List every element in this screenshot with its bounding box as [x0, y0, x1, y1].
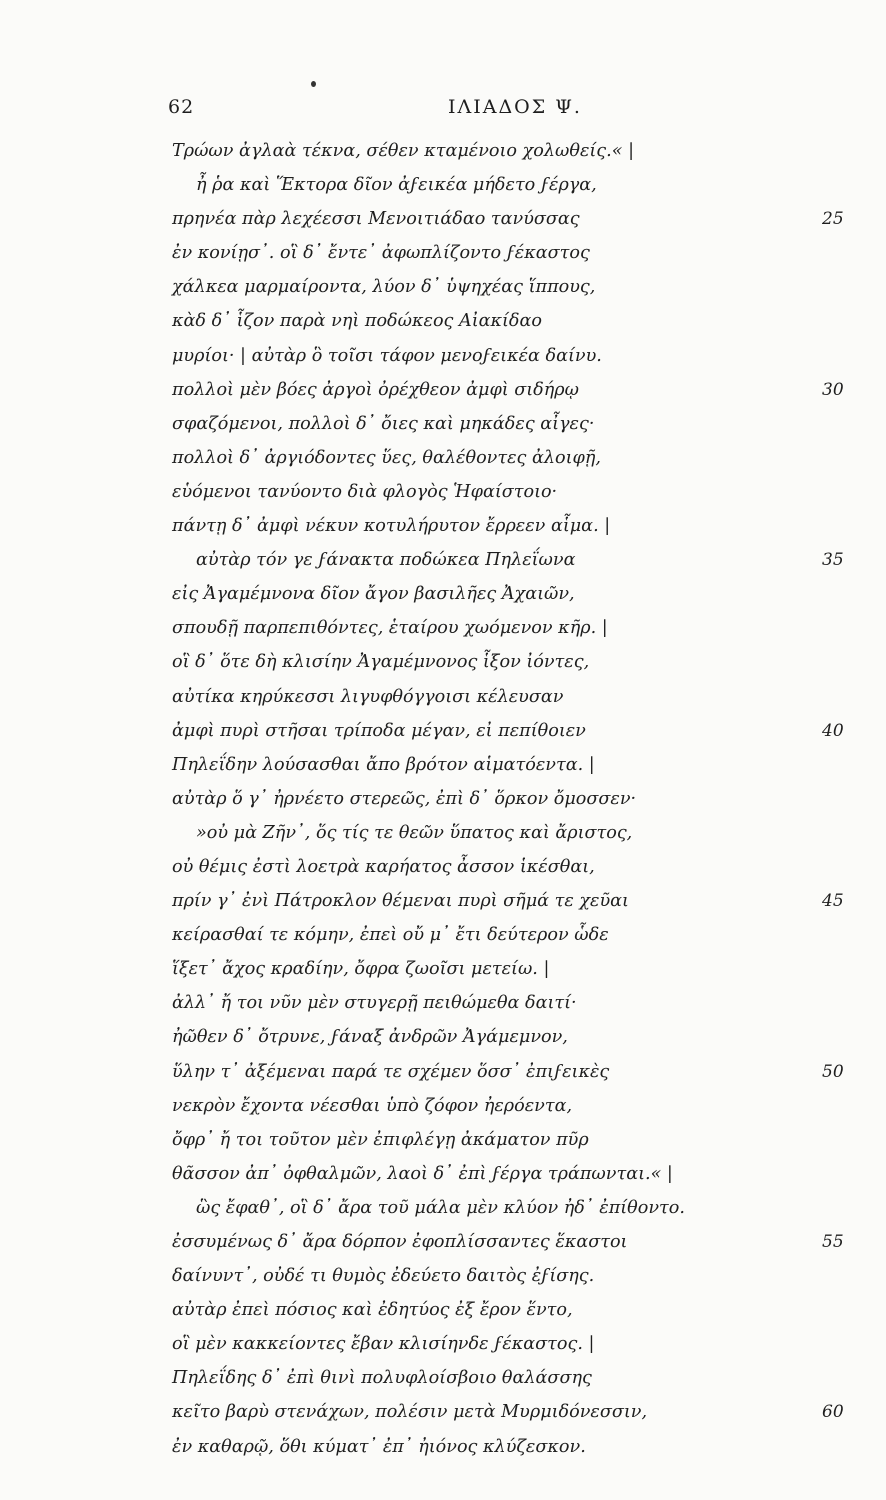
verse-text: αὐτὰρ ἐπεὶ πόσιος καὶ ἐδητύος ἐξ ἔρον ἕντο, [172, 1300, 573, 1321]
verse-text: Πηλεΐδης δ᾽ ἐπὶ θινὶ πολυφλοίσβοιο θαλάσσης [172, 1368, 592, 1389]
verse-line [0, 509, 886, 543]
verse-text: πολλοὶ δ᾽ ἀργιόδοντες ὕες, θαλέθοντες ἀλοιφῇ, [172, 447, 601, 468]
verse-text: σπουδῇ παρπεπιθόντες, ἑταίρου χωόμενον κῆρ. | [172, 618, 608, 639]
verse-text: ἠῶθεν δ᾽ ὄτρυνε, ϝάναξ ἀνδρῶν Ἀγάμεμνον, [172, 1027, 568, 1048]
verse-text: ἀμφὶ πυρὶ στῆσαι τρίποδα μέγαν, εἰ πεπίθοιεν [172, 720, 586, 741]
verse-line [0, 1361, 886, 1395]
verse-text: κὰδ δ᾽ ἷζον παρὰ νηὶ ποδώκεος Αἰακίδαο [172, 311, 542, 332]
verse-text: πρίν γ᾽ ἐνὶ Πάτροκλον θέμεναι πυρὶ σῆμά τε χεῦαι [172, 891, 629, 912]
verse-line [0, 1327, 886, 1361]
verse-line [0, 339, 886, 373]
verse-line [0, 168, 886, 202]
verse-line [0, 748, 886, 782]
verse-text: ἐν κονίῃσ᾽. οἳ δ᾽ ἔντε᾽ ἀφωπλίζοντο ϝέκαστος [172, 243, 590, 264]
verse-line [0, 134, 886, 168]
line-number: 30 [822, 379, 844, 400]
verse-text: δαίνυντ᾽, οὐδέ τι θυμὸς ἐδεύετο δαιτὸς ἐϝίσης. [172, 1266, 595, 1287]
verse-line [0, 1055, 886, 1089]
verse-text: αὐτίκα κηρύκεσσι λιγυφθόγγοισι κέλευσαν [172, 686, 564, 707]
verse-text: θᾶσσον ἀπ᾽ ὀφθαλμῶν, λαοὶ δ᾽ ἐπὶ ϝέργα τράπωνται.« | [172, 1163, 673, 1184]
verse-text: »οὐ μὰ Ζῆν᾽, ὅς τίς τε θεῶν ὕπατος καὶ ἄριστος, [196, 822, 633, 843]
verse-text: αὐτὰρ ὅ γ᾽ ἠρνέετο στερεῶς, ἐπὶ δ᾽ ὅρκον ὄμοσσεν· [172, 788, 637, 809]
verse-line [0, 850, 886, 884]
running-title: ΙΛΙΑΔΟΣ Ψ. [448, 96, 582, 118]
line-number: 55 [822, 1232, 844, 1252]
verse-line [0, 816, 886, 850]
verse-text: οἳ μὲν κακκείοντες ἔβαν κλισίηνδε ϝέκαστος. | [172, 1334, 595, 1355]
line-number: 50 [822, 1061, 844, 1082]
verse-line [0, 577, 886, 611]
verse-block [0, 134, 886, 1464]
verse-line [0, 782, 886, 816]
verse-text: κείρασθαί τε κόμην, ἐπεὶ οὔ μ᾽ ἔτι δεύτερον ὧδε [172, 925, 609, 946]
verse-line [0, 1395, 886, 1429]
verse-line [0, 1157, 886, 1191]
verse-text: ἀλλ᾽ ἤ τοι νῦν μὲν στυγερῇ πειθώμεθα δαιτί· [172, 993, 577, 1014]
verse-line [0, 1225, 886, 1259]
verse-line [0, 645, 886, 679]
verse-text: μυρίοι· | αὐτὰρ ὃ τοῖσι τάφον μενοϝεικέα δαίνυ. [172, 345, 602, 366]
verse-text: σφαζόμενοι, πολλοὶ δ᾽ ὄιες καὶ μηκάδες αἶγες· [172, 413, 595, 434]
verse-line [0, 1123, 886, 1157]
verse-line [0, 918, 886, 952]
verse-text: ἵξετ᾽ ἄχος κραδίην, ὄφρα ζωοῖσι μετείω. | [172, 959, 550, 980]
verse-text: αὐτὰρ τόν γε ϝάνακτα ποδώκεα Πηλεΐωνα [196, 550, 576, 571]
verse-line [0, 543, 886, 577]
verse-line [0, 304, 886, 338]
verse-line [0, 236, 886, 270]
verse-text: Τρώων ἀγλαὰ τέκνα, σέθεν κταμένοιο χολωθείς.« | [172, 141, 635, 161]
verse-line [0, 1191, 886, 1225]
verse-line [0, 680, 886, 714]
verse-text: Πηλεΐδην λούσασθαι ἄπο βρότον αἱματόεντα. | [172, 754, 595, 775]
verse-text: ἐν καθαρῷ, ὅθι κύματ᾽ ἐπ᾽ ἠιόνος κλύζεσκον. [172, 1436, 586, 1457]
page-header [0, 96, 886, 122]
verse-text: εἰς Ἀγαμέμνονα δῖον ἄγον βασιλῆες Ἀχαιῶν, [172, 584, 575, 605]
verse-line [0, 373, 886, 407]
verse-line [0, 1293, 886, 1327]
verse-text: εὑόμενοι τανύοντο διὰ φλογὸς Ἡφαίστοιο· [172, 481, 558, 502]
line-number: 25 [822, 209, 844, 230]
verse-line [0, 986, 886, 1020]
verse-line [0, 952, 886, 986]
verse-text: ὕλην τ᾽ ἀξέμεναι παρά τε σχέμεν ὅσσ᾽ ἐπιϝεικὲς [172, 1061, 610, 1082]
verse-text: ἦ ῥα καὶ Ἕκτορα δῖον ἀϝεικέα μήδετο ϝέργα, [196, 175, 597, 196]
verse-line [0, 202, 886, 236]
verse-line [0, 1259, 886, 1293]
line-number: 35 [822, 550, 844, 571]
verse-line [0, 884, 886, 918]
verse-text: χάλκεα μαρμαίροντα, λύον δ᾽ ὑψηχέας ἵππους, [172, 277, 596, 298]
verse-line [0, 270, 886, 304]
verse-text: ὄφρ᾽ ἤ τοι τοῦτον μὲν ἐπιφλέγῃ ἀκάματον πῦρ [172, 1129, 589, 1150]
verse-text: πολλοὶ μὲν βόες ἀργοὶ ὀρέχθεον ἀμφὶ σιδήρῳ [172, 379, 579, 400]
page-number: 62 [168, 96, 195, 118]
verse-text: πάντῃ δ᾽ ἀμφὶ νέκυν κοτυλήρυτον ἔρρεεν αἷμα. | [172, 516, 611, 537]
verse-text: κεῖτο βαρὺ στενάχων, πολέσιν μετὰ Μυρμιδόνεσσιν, [172, 1402, 648, 1423]
line-number: 60 [822, 1402, 844, 1423]
verse-text: οὐ θέμις ἐστὶ λοετρὰ καρήατος ἆσσον ἱκέσθαι, [172, 856, 595, 877]
verse-line [0, 1430, 886, 1464]
line-number: 40 [822, 720, 844, 741]
ink-dot [311, 81, 316, 87]
verse-line [0, 714, 886, 748]
verse-line [0, 611, 886, 645]
verse-text: οἳ δ᾽ ὅτε δὴ κλισίην Ἀγαμέμνονος ἷξον ἰόντες, [172, 652, 590, 673]
verse-line [0, 1089, 886, 1123]
verse-text: πρηνέα πὰρ λεχέεσσι Μενοιτιάδαο τανύσσας [172, 209, 580, 230]
verse-line [0, 441, 886, 475]
verse-line [0, 1020, 886, 1054]
verse-text: νεκρὸν ἔχοντα νέεσθαι ὑπὸ ζόφον ἠερόεντα, [172, 1095, 573, 1116]
verse-line [0, 475, 886, 509]
verse-text: ἐσσυμένως δ᾽ ἄρα δόρπον ἐφοπλίσσαντες ἕκαστοι [172, 1232, 628, 1252]
verse-line [0, 407, 886, 441]
verse-text: ὣς ἔφαθ᾽, οἳ δ᾽ ἄρα τοῦ μάλα μὲν κλύον ἠδ᾽ ἐπίθοντο. [196, 1197, 685, 1218]
line-number: 45 [822, 891, 844, 912]
